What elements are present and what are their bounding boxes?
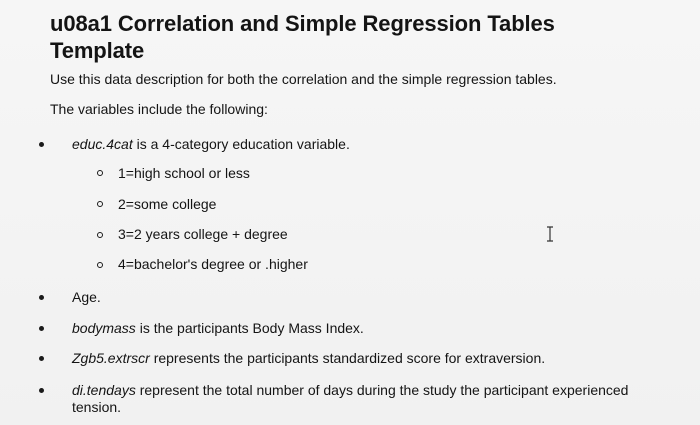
- variable-description: represents the participants standardized score for extraversion.: [149, 350, 546, 366]
- variable-name: bodymass: [72, 320, 136, 336]
- intro-text: Use this data description for both the correlation and the simple regression tables.: [50, 71, 557, 87]
- sub-list-item: 2=some college: [118, 196, 217, 212]
- variable-name: Zgb5.extrscr: [72, 350, 150, 366]
- bullet-dot: [39, 326, 44, 331]
- bullet-dot: [39, 295, 44, 300]
- variable-description: represent the total number of days during the study the participant experienced tension.: [72, 382, 629, 415]
- list-item: [72, 320, 364, 337]
- sub-list-item: 3=2 years college + degree: [118, 226, 288, 242]
- list-item: [72, 382, 632, 416]
- sub-bullet-circle: [97, 170, 103, 176]
- variable-description: is a 4-category education variable.: [132, 136, 350, 152]
- sub-list-item: 4=bachelor's degree or .higher: [118, 256, 308, 272]
- intro-text: The variables include the following:: [50, 101, 268, 117]
- sub-bullet-circle: [97, 262, 103, 268]
- variable-name: di.tendays: [72, 382, 136, 398]
- sub-list-item: 1=high school or less: [118, 165, 250, 181]
- bullet-dot: [39, 356, 44, 361]
- list-item: Age.: [72, 289, 101, 305]
- text-cursor-icon: [546, 226, 554, 242]
- list-item: [72, 136, 350, 153]
- sub-bullet-circle: [97, 201, 103, 207]
- variable-description: is the participants Body Mass Index.: [135, 320, 364, 336]
- bullet-dot: [39, 142, 44, 147]
- list-item: [72, 350, 545, 367]
- page-title: u08a1 Correlation and Simple Regression Tables Template: [50, 11, 555, 63]
- variable-name: educ.4cat: [72, 136, 133, 152]
- bullet-dot: [39, 388, 44, 393]
- sub-bullet-circle: [97, 232, 103, 238]
